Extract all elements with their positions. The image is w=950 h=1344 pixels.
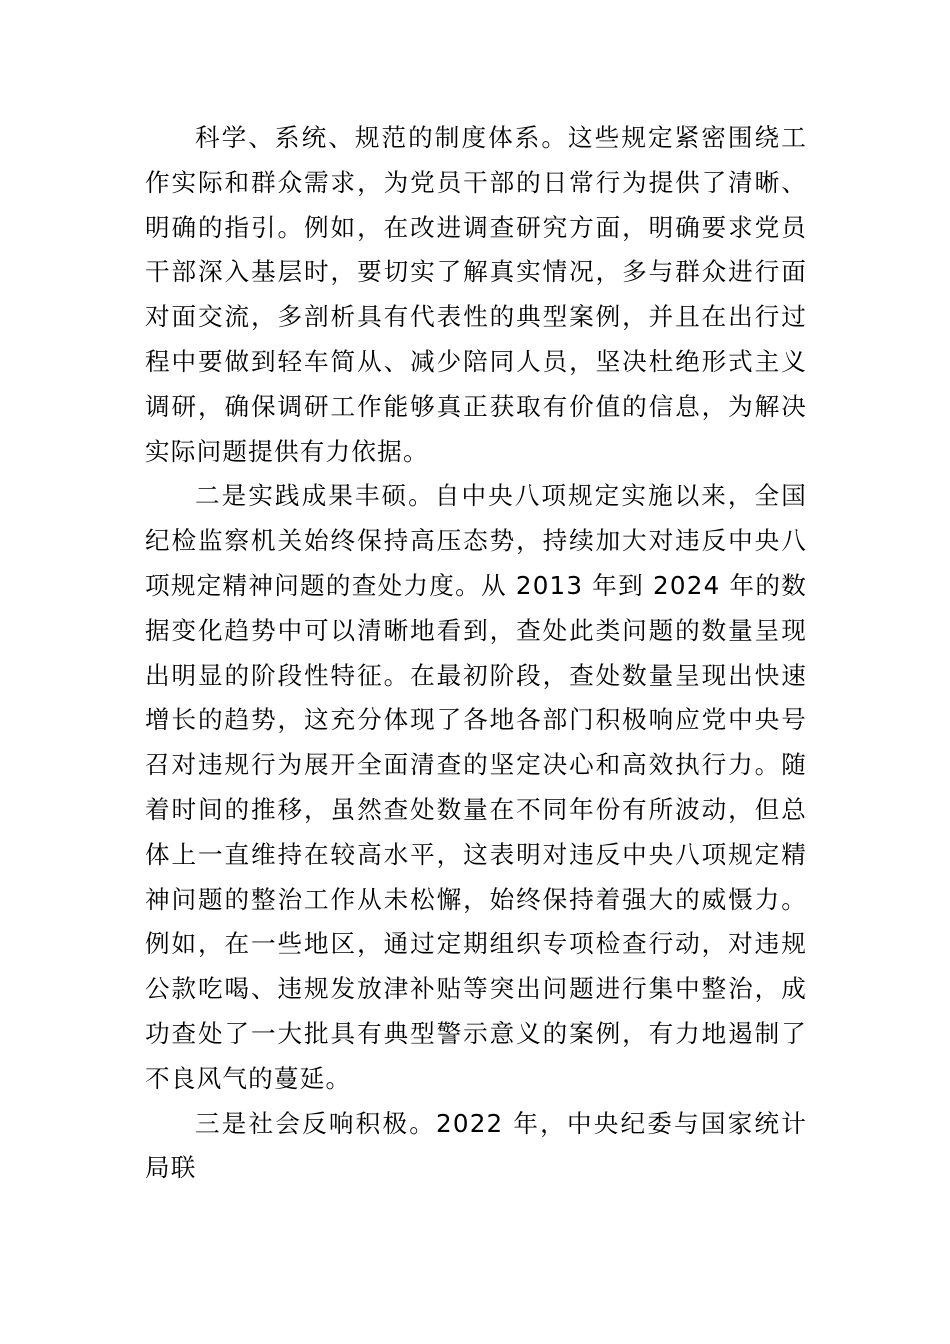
paragraph-1: 科学、系统、规范的制度体系。这些规定紧密围绕工作实际和群众需求，为党员干部的日常行为提供了清晰、明确的指引。例如，在改进调查研究方面，明确要求党员干部深入基层时，要切实了解真实情况，多与群众进行面对面交流，多剖析具有代表性的典型案例，并且在出行过程中要做到轻车简从、减少陪同人员，坚决杜绝形式主义调研，确保调研工作能够真正获取有价值的信息，为解决实际问题提供有力依据。	[145, 123, 807, 466]
paragraph-3: 三是社会反响积极。2022 年，中央纪委与国家统计局联	[145, 1108, 807, 1183]
document-body	[145, 116, 807, 1191]
paragraph-2: 二是实践成果丰硕。自中央八项规定实施以来，全国纪检监察机关始终保持高压态势，持续加大对违反中央八项规定精神问题的查处力度。从 2013 年到 2024 年的数据变化趋势中可以清晰地看到，查处此类问题的数量呈现出明显的阶段性特征。在最初阶段，查处数量呈现出快速增长的趋势，这充分体现了各地各部门积极响应党中央号召对违规行为展开全面清查的坚定决心和高效执行力。随着时间的推移，虽然查处数量在不同年份有所波动，但总体上一直维持在较高水平，这表明对违反中央八项规定精神问题的整治工作从未松懈，始终保持着强大的威慑力。例如，在一些地区，通过定期组织专项检查行动，对违规公款吃喝、违规发放津补贴等突出问题进行集中整治，成功查处了一大批具有典型警示意义的案例，有力地遏制了不良风气的蔓延。	[145, 481, 807, 1093]
